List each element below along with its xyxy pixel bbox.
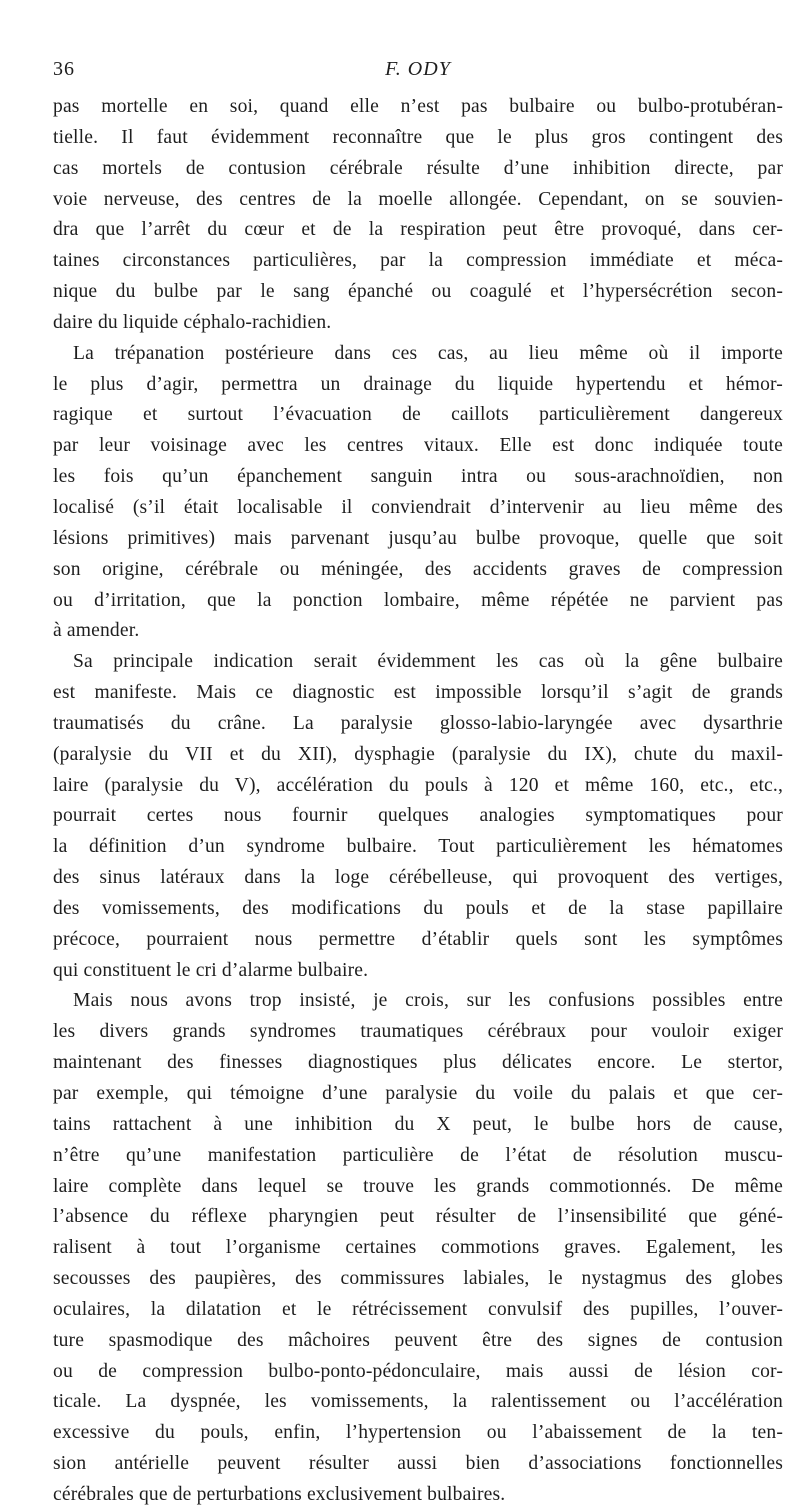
text-line: tielle. Il faut évidemment reconnaître que le plus gros contingent des <box>53 126 783 148</box>
book-page <box>53 58 783 1511</box>
text-line: est manifeste. Mais ce diagnostic est impossible lorsqu’il s’agit de grands <box>53 682 783 704</box>
text-line: Sa principale indication serait évidemment les cas où la gêne bulbaire <box>73 651 783 673</box>
text-line: ragique et surtout l’évacuation de caillots particulièrement dangereux <box>53 404 783 426</box>
text-line: traumatisés du crâne. La paralysie glosso-labio-laryngée avec dysarthrie <box>53 712 783 734</box>
text-line: laire (paralysie du V), accélération du pouls à 120 et même 160, etc., etc., <box>53 774 783 796</box>
text-line: qui constituent le cri d’alarme bulbaire. <box>53 959 369 981</box>
paragraph-1 <box>53 92 783 339</box>
text-line: l’absence du réflexe pharyngien peut résulter de l’insensibilité que géné- <box>53 1206 783 1228</box>
text-line: cérébrales que de perturbations exclusivement bulbaires. <box>53 1483 506 1505</box>
text-line: daire du liquide céphalo-rachidien. <box>53 311 332 333</box>
text-line: par leur voisinage avec les centres vitaux. Elle est donc indiquée toute <box>53 435 783 457</box>
text-line: ou de compression bulbo-ponto-pédonculaire, mais aussi de lésion cor- <box>53 1360 783 1382</box>
text-line: maintenant des finesses diagnostiques plus délicates encore. Le stertor, <box>53 1052 783 1074</box>
running-title: F. ODY <box>385 58 451 80</box>
text-line: nique du bulbe par le sang épanché ou coagulé et l’hypersécrétion secon- <box>53 281 783 303</box>
text-line: les divers grands syndromes traumatiques cérébraux pour vouloir exiger <box>53 1021 783 1043</box>
text-line: les fois qu’un épanchement sanguin intra ou sous-arachnoïdien, non <box>53 466 783 488</box>
text-line: précoce, pourraient nous permettre d’établir quels sont les symptômes <box>53 928 783 950</box>
page-number: 36 <box>53 58 75 80</box>
text-line: ralisent à tout l’organisme certaines commotions graves. Egalement, les <box>53 1237 783 1259</box>
text-line: excessive du pouls, enfin, l’hypertension ou l’abaissement de la ten- <box>53 1422 783 1444</box>
text-line: ou d’irritation, que la ponction lombaire, même répétée ne parvient pas <box>53 589 783 611</box>
text-line: des vomissements, des modifications du pouls et de la stase papillaire <box>53 897 783 919</box>
text-line: à amender. <box>53 620 140 642</box>
text-line: n’être qu’une manifestation particulière de l’état de résolution muscu- <box>53 1144 783 1166</box>
text-line: le plus d’agir, permettra un drainage du liquide hypertendu et hémor- <box>53 373 783 395</box>
text-line: ticale. La dyspnée, les vomissements, la ralentissement ou l’accélération <box>53 1391 783 1413</box>
text-line: La trépanation postérieure dans ces cas, au lieu même où il importe <box>73 342 783 364</box>
text-line: laire complète dans lequel se trouve les grands commotionnés. De même <box>53 1175 783 1197</box>
running-header <box>53 58 783 88</box>
text-line: oculaires, la dilatation et le rétrécissement convulsif des pupilles, l’ouver- <box>53 1298 783 1320</box>
text-line: pourrait certes nous fournir quelques analogies symptomatiques pour <box>53 805 783 827</box>
text-line: tains rattachent à une inhibition du X peut, le bulbe hors de cause, <box>53 1113 783 1135</box>
text-line: dra que l’arrêt du cœur et de la respiration peut être provoqué, dans cer- <box>53 219 783 241</box>
text-line: lésions primitives) mais parvenant jusqu’au bulbe provoque, quelle que soit <box>53 527 783 549</box>
text-line: par exemple, qui témoigne d’une paralysie du voile du palais et que cer- <box>53 1083 783 1104</box>
text-line: la définition d’un syndrome bulbaire. Tout particulièrement les hématomes <box>53 836 783 858</box>
paragraph-2 <box>53 339 783 647</box>
text-line: Mais nous avons trop insisté, je crois, sur les confusions possibles entre <box>73 990 783 1012</box>
text-line: des sinus latéraux dans la loge cérébelleuse, qui provoquent des vertiges, <box>53 867 783 889</box>
paragraph-4 <box>53 986 783 1510</box>
text-line: ture spasmodique des mâchoires peuvent être des signes de contusion <box>53 1329 783 1351</box>
text-line: voie nerveuse, des centres de la moelle allongée. Cependant, on se souvien- <box>53 188 783 210</box>
text-line: pas mortelle en soi, quand elle n’est pas bulbaire ou bulbo-protubéran- <box>53 96 783 117</box>
text-line: sion antérielle peuvent résulter aussi bien d’associations fonctionnelles <box>53 1453 783 1475</box>
text-line: secousses des paupières, des commissures labiales, le nystagmus des globes <box>53 1268 783 1290</box>
body-text <box>53 92 783 1511</box>
paragraph-3 <box>53 647 783 986</box>
text-line: (paralysie du VII et du XII), dysphagie (paralysie du IX), chute du maxil- <box>53 743 783 765</box>
text-line: son origine, cérébrale ou méningée, des accidents graves de compression <box>53 558 783 580</box>
text-line: cas mortels de contusion cérébrale résulte d’une inhibition directe, par <box>53 157 783 179</box>
text-line: localisé (s’il était localisable il conviendrait d’intervenir au lieu même des <box>53 496 783 518</box>
text-line: taines circonstances particulières, par la compression immédiate et méca- <box>53 250 783 272</box>
